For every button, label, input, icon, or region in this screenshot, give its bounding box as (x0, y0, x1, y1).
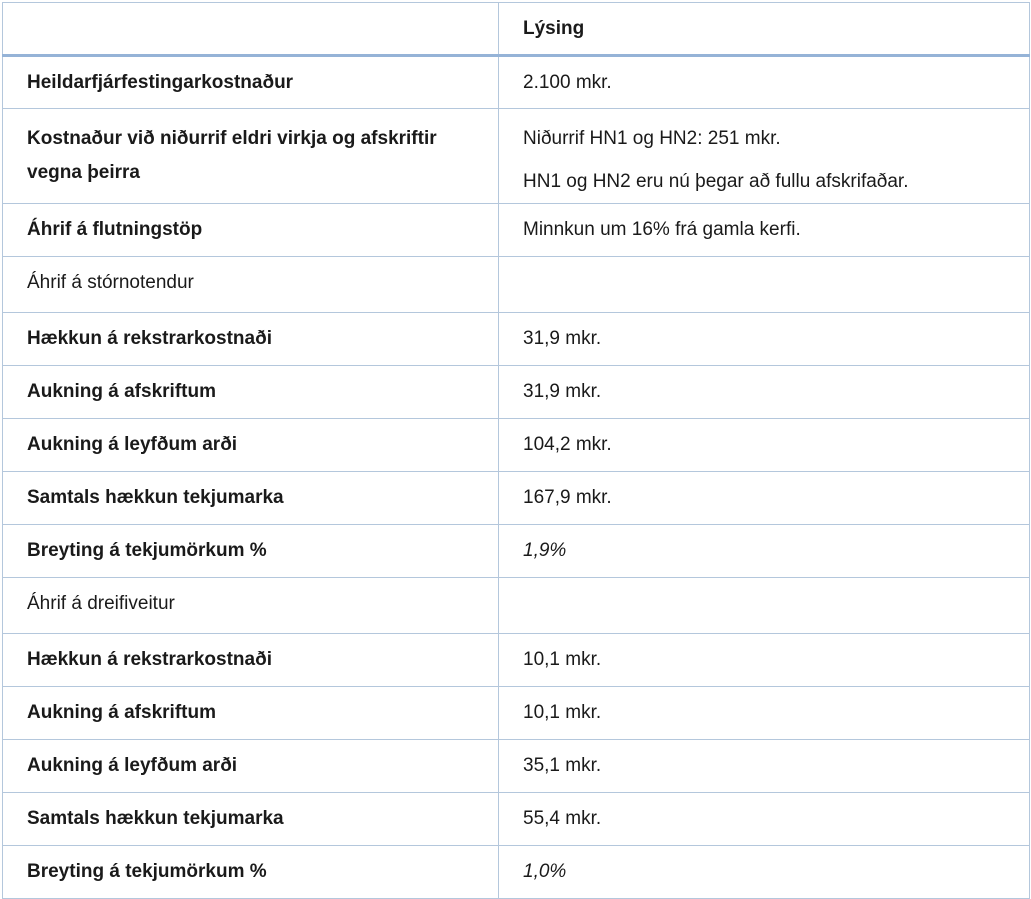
table-row (3, 204, 1030, 257)
section-heading: Áhrif á stórnotendur (3, 257, 499, 313)
row-label: Aukning á leyfðum arði (3, 740, 499, 793)
row-value: 10,1 mkr. (499, 687, 1030, 740)
row-value: 167,9 mkr. (499, 472, 1030, 525)
table-row (3, 846, 1030, 899)
table-row (3, 366, 1030, 419)
section-row (3, 257, 1030, 313)
table-row (3, 56, 1030, 109)
row-value: 10,1 mkr. (499, 634, 1030, 687)
header-cell-item (3, 3, 499, 56)
section-row (3, 578, 1030, 634)
row-value: 2.100 mkr. (499, 56, 1030, 109)
row-value: Minnkun um 16% frá gamla kerfi. (499, 204, 1030, 257)
table-row (3, 525, 1030, 578)
row-value: 104,2 mkr. (499, 419, 1030, 472)
row-value-line: Niðurrif HN1 og HN2: 251 mkr. (523, 128, 781, 149)
row-label: Aukning á afskriftum (3, 687, 499, 740)
row-value (499, 578, 1030, 634)
table-row (3, 419, 1030, 472)
row-value: 31,9 mkr. (499, 313, 1030, 366)
table-row (3, 634, 1030, 687)
table-header-row (3, 3, 1030, 56)
row-label: Samtals hækkun tekjumarka (3, 472, 499, 525)
row-value: 1,0% (499, 846, 1030, 899)
table-row (3, 313, 1030, 366)
table-row (3, 472, 1030, 525)
row-value (499, 109, 1030, 204)
row-value-line: HN1 og HN2 eru nú þegar að fullu afskrifaðar. (523, 171, 909, 192)
row-label: Breyting á tekjumörkum % (3, 846, 499, 899)
header-cell-description: Lýsing (499, 3, 1030, 56)
row-label: Aukning á afskriftum (3, 366, 499, 419)
table-row (3, 793, 1030, 846)
row-label: Heildarfjárfestingarkostnaður (3, 56, 499, 109)
row-label: Aukning á leyfðum arði (3, 419, 499, 472)
row-value: 31,9 mkr. (499, 366, 1030, 419)
row-label: Breyting á tekjumörkum % (3, 525, 499, 578)
table-row (3, 740, 1030, 793)
row-label: Hækkun á rekstrarkostnaði (3, 313, 499, 366)
row-label-line: Kostnaður við niðurrif eldri virkja og afskriftir (27, 128, 437, 149)
row-value (499, 257, 1030, 313)
row-value: 55,4 mkr. (499, 793, 1030, 846)
row-label (3, 109, 499, 204)
row-label-line: vegna þeirra (27, 162, 140, 183)
row-value: 1,9% (499, 525, 1030, 578)
row-label: Hækkun á rekstrarkostnaði (3, 634, 499, 687)
cost-table (2, 2, 1030, 899)
table-row (3, 687, 1030, 740)
table-row (3, 109, 1030, 204)
row-value: 35,1 mkr. (499, 740, 1030, 793)
row-label: Samtals hækkun tekjumarka (3, 793, 499, 846)
section-heading: Áhrif á dreifiveitur (3, 578, 499, 634)
row-label: Áhrif á flutningstöp (3, 204, 499, 257)
